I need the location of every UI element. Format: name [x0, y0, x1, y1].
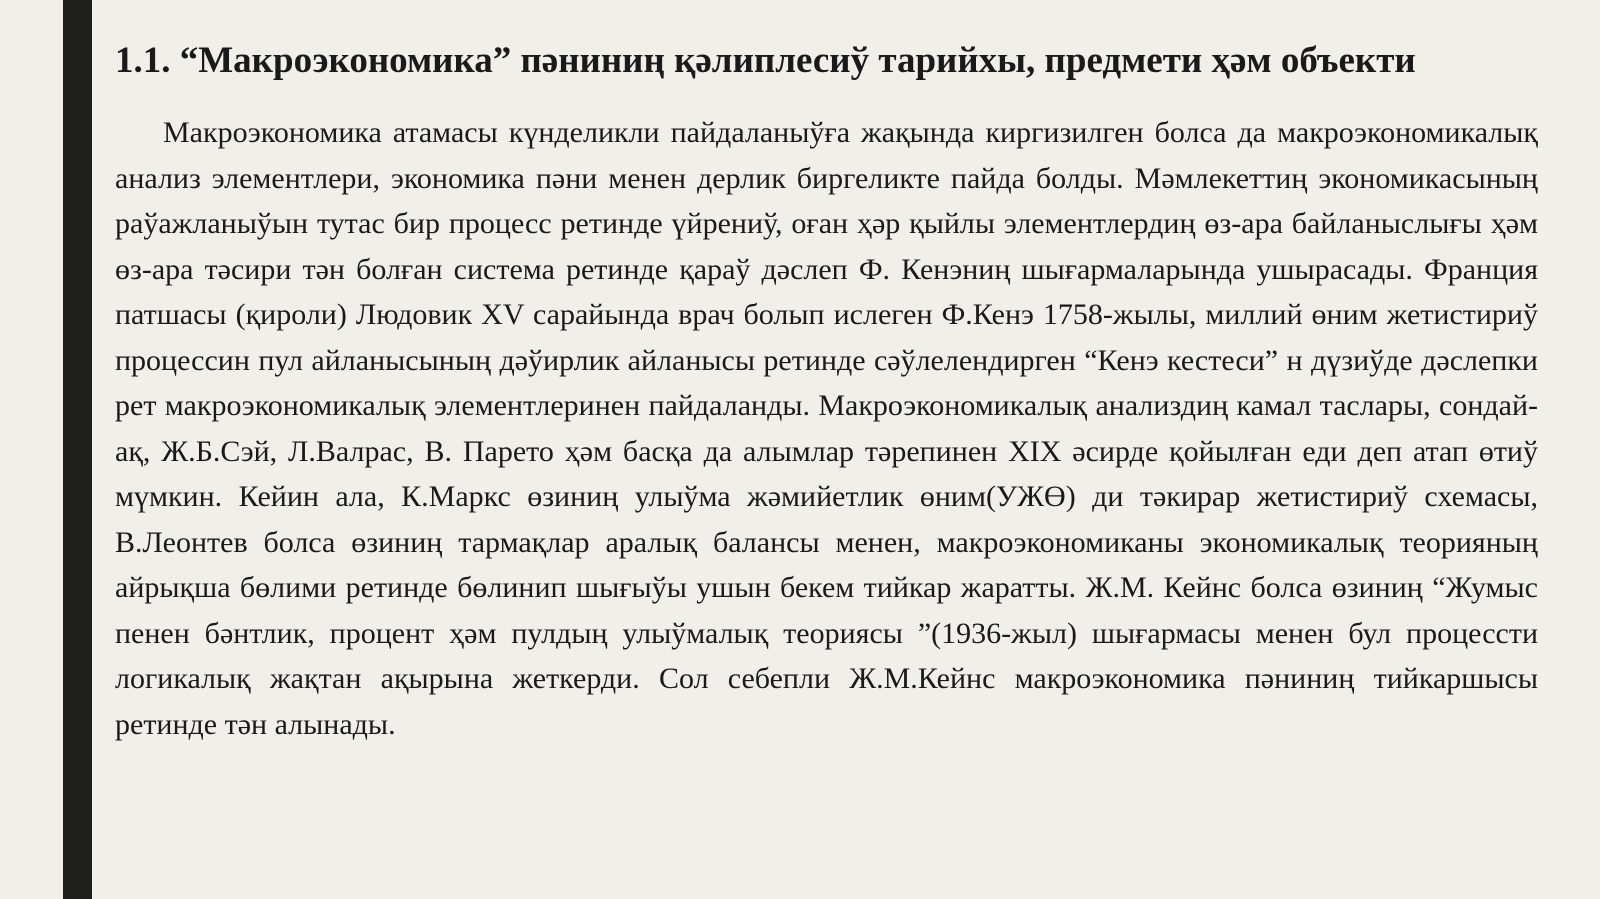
- slide-body-paragraph: Макроэкономика атамасы күнделикли пайдаланыўға жақында киргизилген болса да макроэкономикалық анализ элементлери, экономика пәни менен дерлик биргеликте пайда болды. Мәмлекеттиң экономикасының раўажланыўын тутас бир процесс ретинде үйрениў, оған ҳәр қыйлы элементлердиң өз-ара байланыслығы ҳәм өз-ара тәсири тән болған система ретинде қараў дәслеп Ф. Кенэниң шығармаларында ушырасады. Франция патшасы (қироли) Людовик XV сарайында врач болып ислеген Ф.Кенэ 1758-жылы, миллий өним жетистириў процессин пул айланысының дәўирлик айланысы ретинде сәўлелендирген “Кенэ кестеси” н дүзиўде дәслепки рет макроэкономикалық элементлеринен пайдаланды. Макроэкономикалық анализдиң камал таслары, сондай-ақ, Ж.Б.Сэй, Л.Валрас, В. Парето ҳәм басқа да алымлар тәрепинен XIX әсирде қойылған еди деп атап өтиў мүмкин. Кейин ала, К.Маркс өзиниң улыўма жәмийетлик өним(УЖӨ) ди тәкирар жетистириў схемасы, В.Леонтев болса өзиниң тармақлар аралық балансы менен, макроэкономиканы экономикалық теорияның айрықша бөлими ретинде бөлинип шығыўы ушын бекем тийкар жаратты. Ж.М. Кейнс болса өзиниң “Жумыс пенен бәнтлик, процент ҳәм пулдың улыўмалық теориясы ”(1936-жыл) шығармасы менен бул процессти логикалық жақтан ақырына жеткерди. Сол себепли Ж.М.Кейнс макроэкономика пәниниң тийкаршысы ретинде тән алынады.: [115, 116, 1538, 741]
- slide-content: [115, 36, 1538, 747]
- slide-accent-bar: [63, 0, 92, 899]
- slide-title: 1.1. “Макроэкономика” пәниниң қәлиплесиў тарийхы, предмети ҳәм объекти: [115, 40, 1416, 81]
